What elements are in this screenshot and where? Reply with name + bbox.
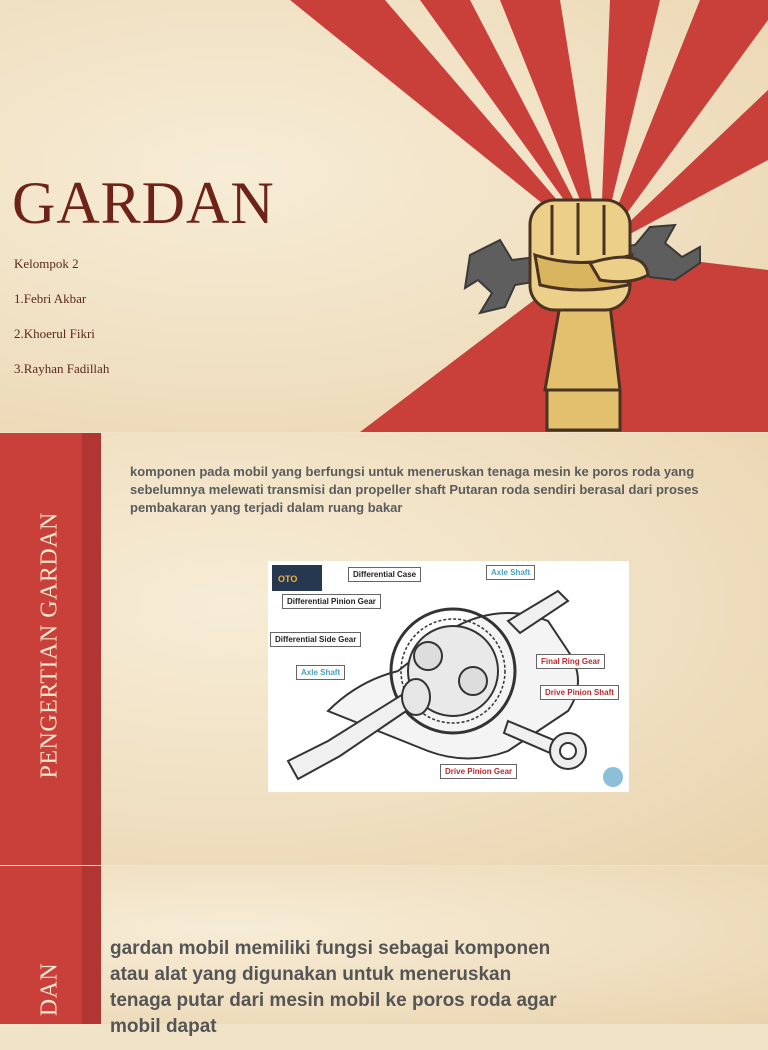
group-label: Kelompok 2: [14, 256, 79, 271]
label-drive-pinion-gear: Drive Pinion Gear: [440, 764, 517, 779]
label-axle-shaft: Axle Shaft: [486, 565, 535, 580]
label-final-ring-gear: Final Ring Gear: [536, 654, 605, 669]
fist-icon: [530, 200, 648, 430]
function-text: gardan mobil memiliki fungsi sebagai komponen atau alat yang digunakan untuk meneruskan tenaga putar dari mesin mobil ke poros roda agar mobil dapat: [110, 938, 557, 1037]
label-differential-case: Differential Case: [348, 567, 421, 582]
presentation-title: GARDAN: [12, 170, 275, 236]
sidebar-shadow: [82, 433, 101, 865]
function-slide: [0, 866, 768, 1037]
sidebar-shadow: [82, 866, 101, 1024]
label-differential-pinion-gear: Differential Pinion Gear: [282, 594, 381, 609]
svg-text:OTO: OTO: [278, 574, 298, 584]
title-slide: [0, 0, 768, 432]
label-axle-shaft: Axle Shaft: [296, 665, 345, 680]
fist-wrench-illustration: [460, 185, 720, 430]
differential-diagram: [268, 561, 629, 792]
label-differential-side-gear: Differential Side Gear: [270, 632, 361, 647]
definition-text: komponen pada mobil yang berfungsi untuk meneruskan tenaga mesin ke poros roda yang sebelumnya melewati transmisi dan propeller shaft Putaran roda sendiri berasal dari proses pembakaran yang terjadi dalam ruang bakar: [130, 464, 699, 515]
section-title: DAN: [36, 962, 63, 1017]
label-drive-pinion-shaft: Drive Pinion Shaft: [540, 685, 619, 700]
member-item: 1.Febri Akbar: [14, 291, 87, 306]
section-title: PENGERTIAN GARDAN: [36, 512, 63, 779]
member-item: 2.Khoerul Fikri: [14, 326, 95, 341]
definition-slide: [0, 433, 768, 865]
member-item: 3.Rayhan Fadillah: [14, 361, 110, 376]
